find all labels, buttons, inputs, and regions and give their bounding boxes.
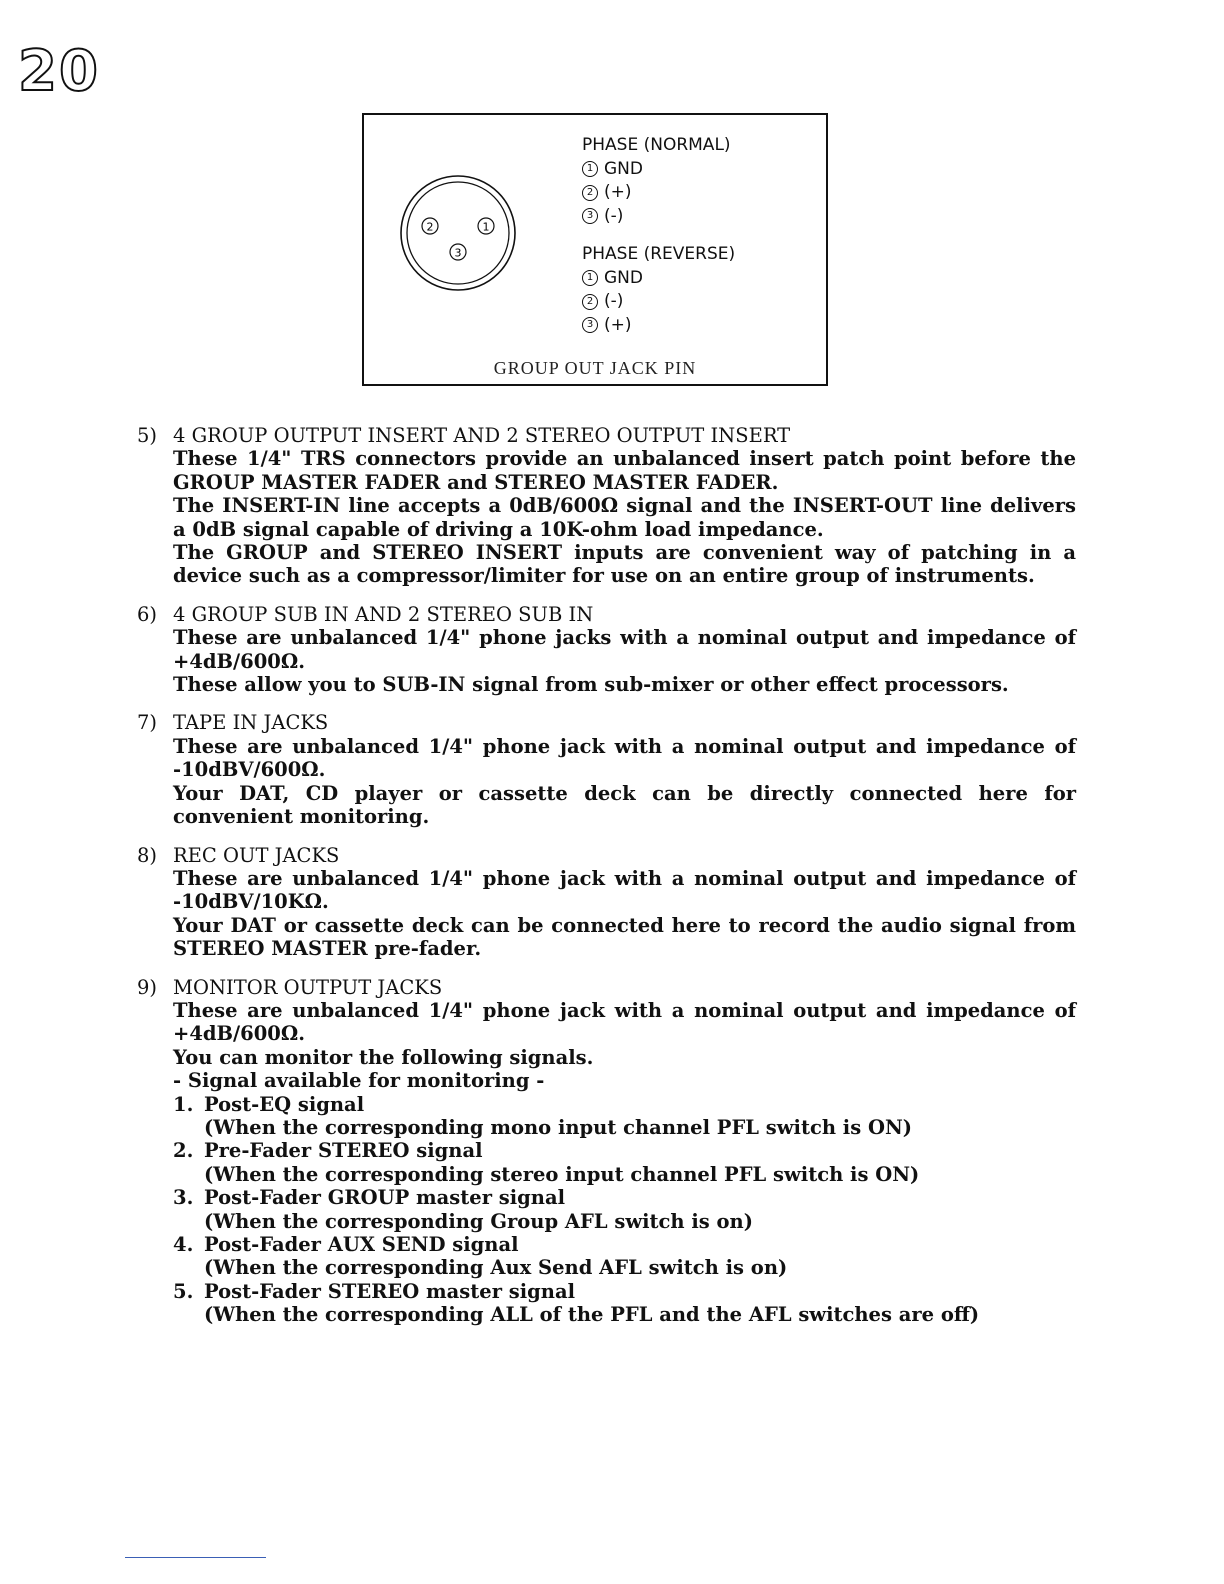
section [0,424,1224,588]
phase-reverse-block [582,243,735,337]
pin-number: 3 [582,208,598,224]
paragraph: These are unbalanced 1/4" phone jack with a nominal output and impedance of -10dBV/600Ω. [173,734,1076,782]
list-item-text: Pre-Fader STEREO signal [204,1139,483,1163]
pin-label: GND [604,158,643,179]
figure-caption: GROUP OUT JACK PIN [493,358,697,378]
pin-label: GND [604,267,643,288]
list-item-text: Post-Fader STEREO master signal [204,1279,576,1303]
section-number: 8) [137,843,158,867]
list-item-text: Post-EQ signal [204,1092,365,1116]
paragraph: Your DAT or cassette deck can be connected here to record the audio signal from STEREO MASTER pre-fader. [173,913,1076,961]
pin-row [582,314,735,338]
paragraph: These are unbalanced 1/4" phone jacks with a nominal output and impedance of +4dB/600Ω. [173,626,1076,673]
pin-label: (-) [604,291,624,311]
pin-label: (+) [604,314,632,335]
paragraph: These allow you to SUB-IN signal from sub-mixer or other effect processors. [173,673,1009,697]
list-item [173,1186,1076,1233]
section-number: 5) [137,424,158,447]
connector-pin-3 [450,244,466,260]
paragraph: - Signal available for monitoring - [173,1069,545,1093]
section-title: REC OUT JACKS [173,843,340,867]
pin-number: 2 [582,185,598,201]
manual-body [0,424,1224,1342]
section-number: 9) [137,975,158,999]
list-item-condition: (When the corresponding Aux Send AFL switch is on) [204,1256,788,1280]
jack-pin-figure [362,113,828,386]
pin-row [582,181,731,205]
list-item-condition: (When the corresponding Group AFL switch is on) [204,1209,753,1233]
list-item [173,1093,1076,1140]
paragraph: These 1/4" TRS connectors provide an unbalanced insert patch point before the GROUP MASTER FADER and STEREO MASTER FADER. [173,447,1076,494]
pin-label: (+) [604,182,632,202]
paragraph: The GROUP and STEREO INSERT inputs are convenient way of patching in a device such as a compressor/limiter for use on an entire group of instruments. [173,541,1076,588]
svg-text:2: 2 [426,220,434,234]
paragraph: These are unbalanced 1/4" phone jack with a nominal output and impedance of -10dBV/10KΩ. [173,866,1076,914]
list-item-condition: (When the corresponding stereo input channel PFL switch is ON) [204,1162,920,1186]
pin-number: 3 [582,317,598,333]
section-number: 7) [137,711,158,735]
phase-normal-block [582,134,731,228]
pin-row [582,290,735,314]
list-item-text: Post-Fader AUX SEND signal [204,1233,519,1256]
connector-pin-1 [478,218,494,234]
section-title: TAPE IN JACKS [173,711,329,735]
list-item-number: 4. [173,1233,194,1256]
pin-number: 1 [582,270,598,286]
section [0,711,1224,828]
section-number: 6) [137,602,158,626]
list-item-text: Post-Fader GROUP master signal [204,1186,566,1210]
section-title: MONITOR OUTPUT JACKS [173,975,443,999]
list-item [173,1233,1076,1280]
list-item [173,1280,1076,1327]
list-item-number: 5. [173,1279,194,1303]
section [0,603,1224,697]
pin-number: 1 [582,161,598,177]
paragraph: Your DAT, CD player or cassette deck can be directly connected here for convenient monitoring. [173,781,1076,829]
list-item [173,1139,1076,1186]
list-item-number: 2. [173,1139,194,1163]
svg-text:3: 3 [454,246,462,260]
section [0,844,1224,961]
list-item-number: 3. [173,1186,194,1210]
footer-divider [125,1557,266,1558]
monitor-signal-list [173,1093,1076,1327]
paragraph: The INSERT-IN line accepts a 0dB/600Ω signal and the INSERT-OUT line delivers a 0dB signal capable of driving a 10K-ohm load impedance. [173,494,1076,541]
section-title: 4 GROUP SUB IN AND 2 STEREO SUB IN [173,602,594,626]
pin-number: 2 [582,294,598,310]
pin-row [582,158,731,182]
section-title: 4 GROUP OUTPUT INSERT AND 2 STEREO OUTPUT INSERT [173,424,791,447]
phase-normal-title: PHASE (NORMAL) [582,135,731,155]
section [0,976,1224,1327]
svg-text:1: 1 [482,220,490,234]
list-item-number: 1. [173,1092,194,1116]
pin-row [582,267,735,291]
connector-pin-2 [422,218,438,234]
pin-label: (-) [604,205,624,226]
xlr-connector-diagram [398,173,518,293]
paragraph: These are unbalanced 1/4" phone jack with a nominal output and impedance of +4dB/600Ω. [173,998,1076,1046]
list-item-condition: (When the corresponding mono input channel PFL switch is ON) [204,1115,913,1139]
pin-row [582,205,731,229]
page-number: 20 [18,39,100,104]
phase-reverse-title: PHASE (REVERSE) [582,244,736,264]
paragraph: You can monitor the following signals. [173,1045,594,1069]
list-item-condition: (When the corresponding ALL of the PFL and the AFL switches are off) [204,1303,980,1327]
